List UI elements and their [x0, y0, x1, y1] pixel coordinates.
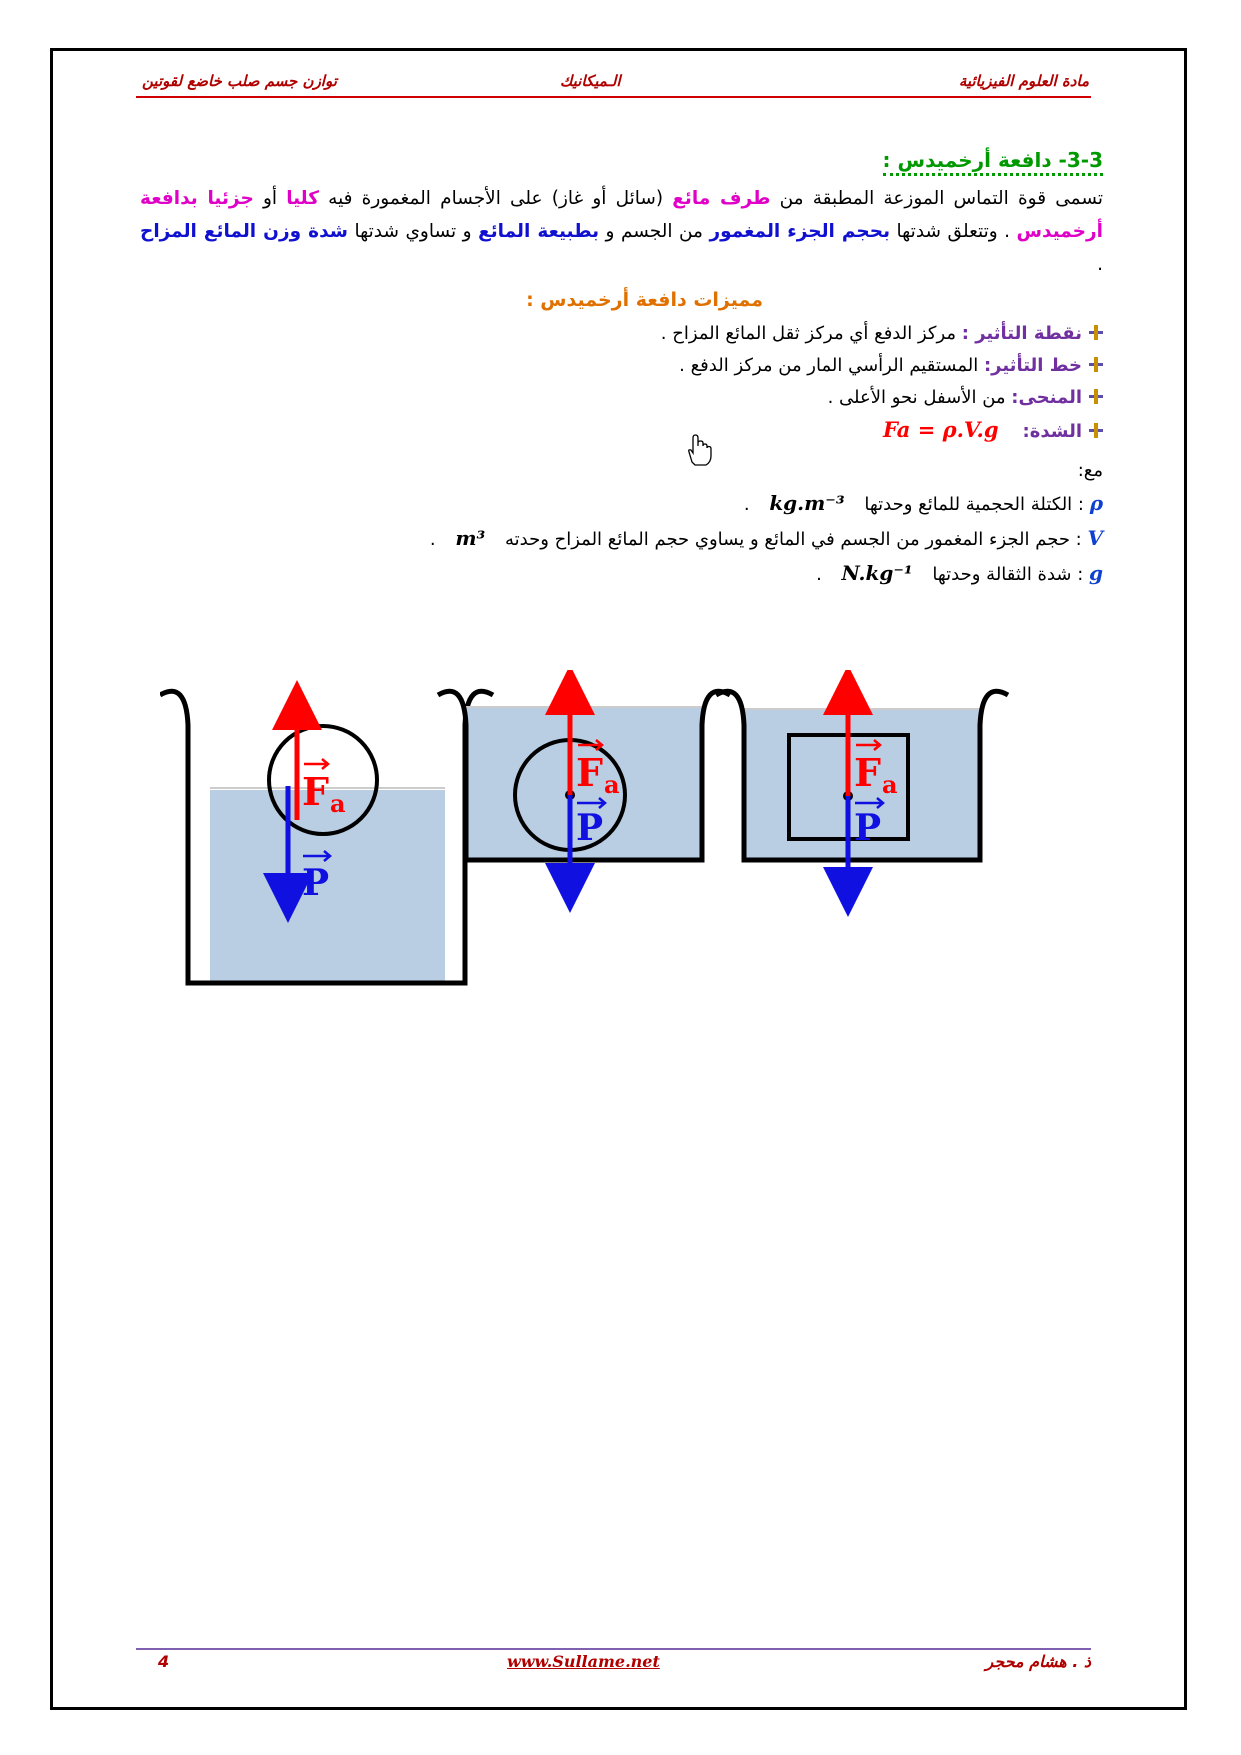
- container-floating-ball: [160, 691, 493, 983]
- variable-desc: : الكتلة الحجمية للمائع وحدتها: [858, 494, 1090, 515]
- variable-end: .: [816, 564, 828, 585]
- variable-unit: m³: [455, 526, 486, 550]
- website-link[interactable]: www.Sullame.net: [507, 1652, 660, 1671]
- def-text-4: . وتتعلق شدتها: [890, 221, 1017, 242]
- variable-row-volume: [103, 521, 1103, 556]
- features-title: مميزات دافعة أرخميدس :: [526, 289, 763, 311]
- header-unit: الـميكانيك: [560, 72, 621, 90]
- def-text-2: (سائل أو غاز) على الأجسام المغمورة فيه: [319, 188, 673, 209]
- fa-label: F: [576, 750, 603, 795]
- feature-text: من الأسفل نحو الأعلى .: [827, 387, 1012, 408]
- footer-divider: [136, 1648, 1091, 1650]
- header-divider: [136, 96, 1091, 98]
- p-label: P: [576, 807, 604, 849]
- footer-author: ذ . هشام محجر: [985, 1652, 1091, 1671]
- definition-paragraph: [140, 182, 1103, 281]
- fa-subscript: a: [330, 789, 346, 818]
- variable-symbol: V: [1087, 526, 1103, 550]
- header-lesson: توازن جسم صلب خاضع لقوتين: [142, 72, 337, 90]
- feature-text: مركز الدفع أي مركز ثقل المائع المزاح .: [660, 323, 962, 344]
- header-subject: مادة العلوم الفيزيائية: [958, 72, 1089, 90]
- fa-label: F: [302, 769, 329, 814]
- bullet-icon: [1089, 325, 1103, 340]
- def-text-3: أو: [253, 188, 287, 209]
- feature-label: الشدة:: [1022, 421, 1082, 442]
- bullet-icon: [1089, 389, 1103, 404]
- variables-block: [103, 456, 1103, 591]
- feature-point: [403, 318, 1103, 350]
- variable-desc: : شدة الثقالة وحدتها: [926, 564, 1090, 585]
- container-submerged-cube: [716, 690, 1008, 892]
- def-key-nature: بطبيعة المائع: [478, 221, 600, 242]
- variable-end: .: [743, 494, 756, 515]
- variable-desc: : حجم الجزء المغمور من الجسم في المائع و يساوي حجم المائع المزاح وحدته: [499, 529, 1088, 550]
- variable-row-rho: [103, 486, 1103, 521]
- fa-label: F: [854, 750, 881, 795]
- archimedes-formula: Fa = ρ.V.g: [883, 417, 999, 442]
- variable-end: .: [429, 529, 442, 550]
- feature-label: خط التأثير:: [983, 355, 1082, 376]
- variable-symbol: ρ: [1089, 491, 1103, 515]
- features-list: [403, 318, 1103, 446]
- variable-row-gravity: [103, 556, 1103, 591]
- def-key-volume: بحجم الجزء المغمور: [709, 221, 891, 242]
- def-key-archimedes: بدافعة أرخميدس: [140, 188, 1104, 242]
- variable-unit: kg.m⁻³: [769, 491, 845, 515]
- feature-intensity: [403, 414, 1103, 446]
- archimedes-figures: [160, 670, 1080, 1010]
- container-submerged-ball: [438, 690, 730, 888]
- feature-line: [403, 350, 1103, 382]
- variable-symbol: g: [1089, 561, 1103, 585]
- variable-unit: N.kg⁻¹: [841, 561, 913, 585]
- feature-direction: [403, 382, 1103, 414]
- def-text-1: تسمى قوة التماس الموزعة المطبقة من: [770, 188, 1103, 209]
- page-number: 4: [158, 1652, 170, 1671]
- section-title: 3-3- دافعة أرخميدس :: [883, 148, 1103, 176]
- def-key-weight: شدة وزن المائع المزاح: [140, 221, 348, 242]
- def-text-6: و تساوي شدتها: [347, 221, 479, 242]
- variables-intro: مع:: [1077, 460, 1103, 481]
- p-label: P: [854, 807, 882, 849]
- feature-text: المستقيم الرأسي المار من مركز الدفع .: [679, 355, 984, 376]
- feature-label: المنحى:: [1011, 387, 1082, 408]
- def-text-7: .: [1097, 254, 1103, 275]
- feature-label: نقطة التأثير :: [961, 323, 1082, 344]
- fa-subscript: a: [604, 770, 620, 799]
- def-text-5: من الجسم و: [599, 221, 710, 242]
- def-key-fluid: طرف مائع: [672, 188, 771, 209]
- bullet-icon: [1089, 423, 1103, 438]
- bullet-icon: [1089, 357, 1103, 372]
- def-key-partially: جزئيا: [207, 188, 254, 209]
- def-key-totally: كليا: [286, 188, 319, 209]
- fa-subscript: a: [882, 770, 898, 799]
- p-label: P: [302, 862, 330, 904]
